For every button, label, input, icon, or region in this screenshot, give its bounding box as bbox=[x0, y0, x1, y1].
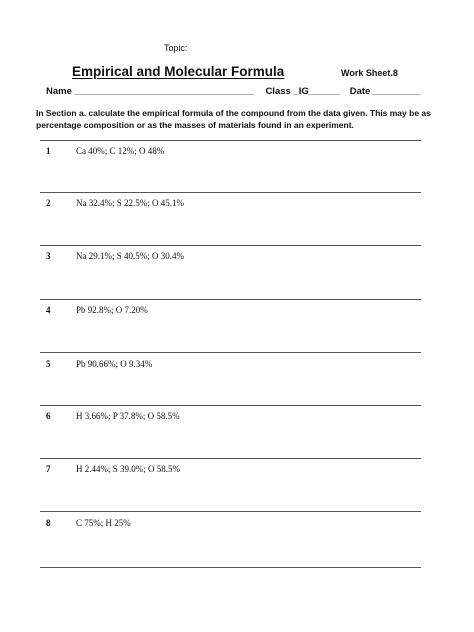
topic-label: Topic: bbox=[164, 43, 188, 53]
divider-line bbox=[40, 567, 421, 568]
divider-line bbox=[40, 511, 421, 512]
divider-line bbox=[40, 458, 421, 459]
page-title: Empirical and Molecular Formula bbox=[72, 64, 285, 79]
class-field: Class _IG______ bbox=[265, 86, 341, 97]
question-number: 6 bbox=[46, 411, 51, 421]
question-composition: Pb 92.8%; O 7.20% bbox=[76, 305, 148, 315]
student-info-fields bbox=[46, 86, 421, 97]
question-composition: Na 32.4%; S 22.5%; O 45.1% bbox=[76, 198, 184, 208]
divider-line bbox=[40, 140, 421, 141]
divider-line bbox=[40, 352, 421, 353]
question-number: 5 bbox=[46, 359, 51, 369]
question-composition: H 3.66%; P 37.8%; O 58.5% bbox=[76, 411, 180, 421]
question-number: 1 bbox=[46, 146, 51, 156]
divider-line bbox=[40, 405, 421, 406]
question-number: 7 bbox=[46, 464, 51, 474]
worksheet-number: Work Sheet.8 bbox=[341, 68, 398, 78]
question-number: 8 bbox=[46, 518, 51, 528]
date-field: Date _________ bbox=[349, 86, 421, 97]
question-composition: Pb 90.66%; O 9.34% bbox=[76, 359, 153, 369]
question-number: 2 bbox=[46, 198, 51, 208]
question-composition: Na 29.1%; S 40.5%; O 30.4% bbox=[76, 251, 184, 261]
question-number: 4 bbox=[46, 305, 51, 315]
question-composition: H 2.44%; S 39.0%; O 58.5% bbox=[76, 464, 180, 474]
question-composition: Ca 40%; C 12%; O 48% bbox=[76, 146, 165, 156]
divider-line bbox=[40, 299, 421, 300]
divider-line bbox=[40, 245, 421, 246]
instructions-text: In Section a. calculate the empirical formula of the compound from the data given. This may be as percentage composition or as the masses of materials found in an experiment. bbox=[36, 108, 431, 130]
divider-line bbox=[40, 192, 421, 193]
name-field: Name __________________________________ bbox=[46, 86, 255, 97]
question-number: 3 bbox=[46, 251, 51, 261]
question-composition: C 75%; H 25% bbox=[76, 518, 131, 528]
